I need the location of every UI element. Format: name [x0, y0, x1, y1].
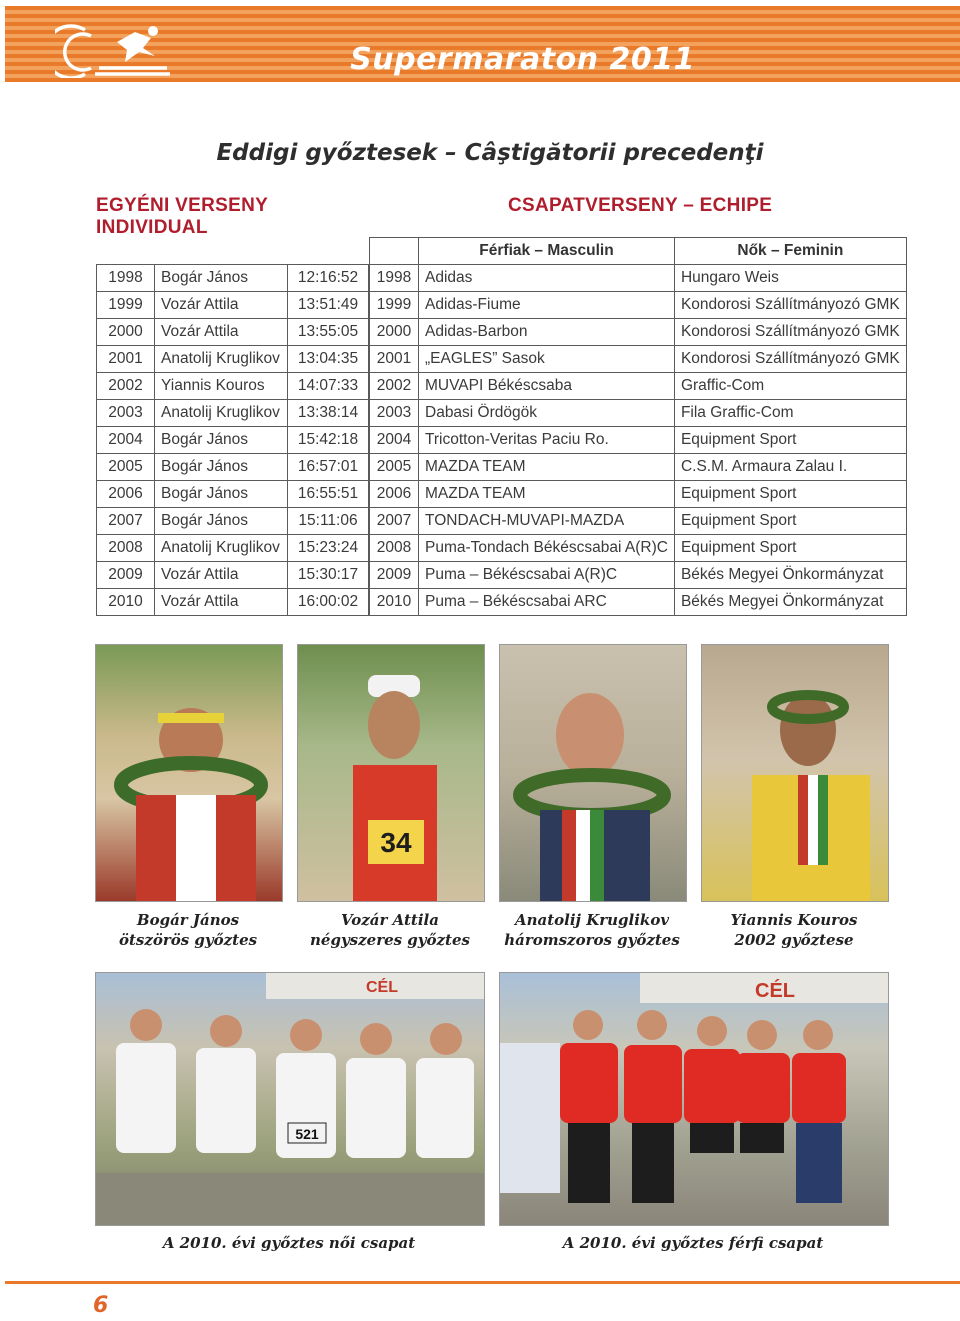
- team-women-cell: Kondorosi Szállítmányozó GMK: [674, 346, 906, 373]
- caption-kruglikov: [499, 910, 685, 950]
- individual-table-row: [97, 454, 369, 481]
- photo-kruglikov-illustration: [500, 645, 686, 901]
- individual-name-cell: Vozár Attila: [155, 589, 288, 616]
- team-year-cell: 2000: [370, 319, 419, 346]
- photo-bogar-illustration: [96, 645, 282, 901]
- individual-table-row: [97, 346, 369, 373]
- team-women-cell: C.S.M. Armaura Zalau I.: [674, 454, 906, 481]
- team-women-cell: Békés Megyei Önkormányzat: [674, 562, 906, 589]
- caption-bogar-line2: ötszörös győztes: [118, 931, 258, 949]
- team-men-cell: MAZDA TEAM: [419, 454, 675, 481]
- team-table-row: [370, 265, 907, 292]
- team-women-cell: Kondorosi Szállítmányozó GMK: [674, 292, 906, 319]
- team-men-cell: „EAGLES” Sasok: [419, 346, 675, 373]
- team-women-cell: Equipment Sport: [674, 427, 906, 454]
- individual-year-cell: 1998: [97, 265, 155, 292]
- caption-vozar-line2: négyszeres győztes: [310, 931, 470, 949]
- team-table-row: [370, 292, 907, 319]
- individual-section-title: [96, 195, 268, 239]
- team-men-cell: TONDACH-MUVAPI-MAZDA: [419, 508, 675, 535]
- individual-time-cell: 16:55:51: [288, 481, 369, 508]
- caption-bogar-line1: Bogár János: [136, 911, 240, 929]
- caption-kruglikov-line1: Anatolij Kruglikov: [514, 911, 670, 929]
- caption-vozar-line1: Vozár Attila: [341, 911, 439, 929]
- individual-year-cell: 2006: [97, 481, 155, 508]
- finish-banner-cel-2: CÉL: [755, 980, 795, 1002]
- team-table-row: [370, 400, 907, 427]
- team-men-cell: Puma-Tondach Békéscsabai A(R)C: [419, 535, 675, 562]
- individual-name-cell: Anatolij Kruglikov: [155, 346, 288, 373]
- individual-table-row: [97, 535, 369, 562]
- individual-table-row: [97, 427, 369, 454]
- individual-year-cell: 1999: [97, 292, 155, 319]
- individual-time-cell: 13:55:05: [288, 319, 369, 346]
- team-year-cell: 2008: [370, 535, 419, 562]
- individual-year-cell: 2002: [97, 373, 155, 400]
- individual-year-cell: 2005: [97, 454, 155, 481]
- team-table-row: [370, 481, 907, 508]
- photo-women-team-illustration: [96, 973, 484, 1225]
- individual-name-cell: Bogár János: [155, 481, 288, 508]
- team-year-cell: 2002: [370, 373, 419, 400]
- individual-time-cell: 14:07:33: [288, 373, 369, 400]
- bib-number-34: 34: [380, 827, 412, 858]
- individual-table-row: [97, 319, 369, 346]
- photo-kouros-illustration: [702, 645, 888, 901]
- team-women-cell: Equipment Sport: [674, 508, 906, 535]
- individual-table-row: [97, 373, 369, 400]
- runner-logo-icon: [55, 22, 175, 78]
- page-heading: Eddigi győztesek – Câştigătorii precedenţi: [216, 140, 764, 166]
- individual-time-cell: 15:23:24: [288, 535, 369, 562]
- caption-kouros-line1: Yiannis Kouros: [730, 911, 858, 929]
- team-header-year: [370, 238, 419, 265]
- team-year-cell: 2010: [370, 589, 419, 616]
- individual-name-cell: Vozár Attila: [155, 562, 288, 589]
- team-table-row: [370, 535, 907, 562]
- photo-men-team-illustration: [500, 973, 888, 1225]
- individual-time-cell: 13:04:35: [288, 346, 369, 373]
- team-men-cell: MUVAPI Békéscsaba: [419, 373, 675, 400]
- individual-name-cell: Bogár János: [155, 454, 288, 481]
- individual-name-cell: Bogár János: [155, 508, 288, 535]
- individual-year-cell: 2004: [97, 427, 155, 454]
- team-men-cell: Adidas: [419, 265, 675, 292]
- caption-men-team: A 2010. évi győztes férfi csapat: [562, 1234, 824, 1252]
- individual-name-cell: Vozár Attila: [155, 292, 288, 319]
- team-header-women: Nők – Feminin: [674, 238, 906, 265]
- team-year-cell: 2009: [370, 562, 419, 589]
- team-table-row: [370, 319, 907, 346]
- individual-year-cell: 2009: [97, 562, 155, 589]
- team-table-row: [370, 589, 907, 616]
- team-men-cell: Adidas-Barbon: [419, 319, 675, 346]
- individual-name-cell: Vozár Attila: [155, 319, 288, 346]
- photo-vozar-illustration: [298, 645, 484, 901]
- team-table-row: [370, 454, 907, 481]
- caption-vozar: [297, 910, 483, 950]
- team-women-cell: Békés Megyei Önkormányzat: [674, 589, 906, 616]
- individual-name-cell: Bogár János: [155, 427, 288, 454]
- photo-yiannis-kouros: [701, 644, 889, 902]
- team-table-header-row: [370, 238, 907, 265]
- photo-men-team-2010: [499, 972, 889, 1226]
- team-women-cell: Fila Graffic-Com: [674, 400, 906, 427]
- page-number: 6: [93, 1293, 109, 1318]
- photo-anatolij-kruglikov: [499, 644, 687, 902]
- individual-table-row: [97, 292, 369, 319]
- individual-year-cell: 2007: [97, 508, 155, 535]
- individual-year-cell: 2010: [97, 589, 155, 616]
- team-year-cell: 2006: [370, 481, 419, 508]
- team-year-cell: 2003: [370, 400, 419, 427]
- team-table-row: [370, 373, 907, 400]
- team-year-cell: 2007: [370, 508, 419, 535]
- photo-vozar-attila: [297, 644, 485, 902]
- individual-time-cell: 16:00:02: [288, 589, 369, 616]
- team-year-cell: 1999: [370, 292, 419, 319]
- individual-year-cell: 2008: [97, 535, 155, 562]
- team-women-cell: Equipment Sport: [674, 535, 906, 562]
- team-women-cell: Equipment Sport: [674, 481, 906, 508]
- individual-table-row: [97, 589, 369, 616]
- team-table-row: [370, 562, 907, 589]
- team-men-cell: Adidas-Fiume: [419, 292, 675, 319]
- header-band: [5, 6, 960, 82]
- team-year-cell: 1998: [370, 265, 419, 292]
- individual-table-row: [97, 481, 369, 508]
- caption-kruglikov-line2: háromszoros győztes: [504, 931, 680, 949]
- individual-year-cell: 2000: [97, 319, 155, 346]
- individual-time-cell: 12:16:52: [288, 265, 369, 292]
- team-header-men: Férfiak – Masculin: [419, 238, 675, 265]
- team-men-cell: Puma – Békéscsabai ARC: [419, 589, 675, 616]
- team-women-cell: Graffic-Com: [674, 373, 906, 400]
- team-men-cell: MAZDA TEAM: [419, 481, 675, 508]
- individual-year-cell: 2001: [97, 346, 155, 373]
- finish-banner-cel-1: CÉL: [366, 979, 398, 996]
- team-winners-table: [369, 237, 907, 616]
- individual-year-cell: 2003: [97, 400, 155, 427]
- team-year-cell: 2005: [370, 454, 419, 481]
- individual-name-cell: Anatolij Kruglikov: [155, 535, 288, 562]
- individual-time-cell: 13:38:14: [288, 400, 369, 427]
- bib-number-521: 521: [295, 1126, 319, 1142]
- team-year-cell: 2001: [370, 346, 419, 373]
- individual-name-cell: Yiannis Kouros: [155, 373, 288, 400]
- caption-bogar: [95, 910, 281, 950]
- team-men-cell: Tricotton-Veritas Paciu Ro.: [419, 427, 675, 454]
- header-title: Supermaraton 2011: [350, 42, 695, 77]
- caption-women-team: A 2010. évi győztes női csapat: [162, 1234, 416, 1252]
- team-men-cell: Dabasi Ördögök: [419, 400, 675, 427]
- individual-time-cell: 16:57:01: [288, 454, 369, 481]
- individual-title-line1: EGYÉNI VERSENY: [96, 195, 269, 216]
- individual-name-cell: Anatolij Kruglikov: [155, 400, 288, 427]
- caption-kouros-line2: 2002 győztese: [734, 931, 854, 949]
- individual-table-row: [97, 400, 369, 427]
- team-table-row: [370, 508, 907, 535]
- team-year-cell: 2004: [370, 427, 419, 454]
- team-table-row: [370, 427, 907, 454]
- team-men-cell: Puma – Békéscsabai A(R)C: [419, 562, 675, 589]
- team-table-row: [370, 346, 907, 373]
- individual-time-cell: 15:11:06: [288, 508, 369, 535]
- individual-time-cell: 13:51:49: [288, 292, 369, 319]
- caption-kouros: [701, 910, 887, 950]
- individual-table-row: [97, 265, 369, 292]
- footer-rule: [5, 1281, 960, 1284]
- individual-time-cell: 15:42:18: [288, 427, 369, 454]
- team-section-title: CSAPATVERSENY – ECHIPE: [508, 195, 773, 216]
- team-women-cell: Kondorosi Szállítmányozó GMK: [674, 319, 906, 346]
- photo-women-team-2010: [95, 972, 485, 1226]
- photo-bogar-janos: [95, 644, 283, 902]
- individual-table-row: [97, 508, 369, 535]
- team-women-cell: Hungaro Weis: [674, 265, 906, 292]
- individual-time-cell: 15:30:17: [288, 562, 369, 589]
- individual-name-cell: Bogár János: [155, 265, 288, 292]
- individual-table-row: [97, 562, 369, 589]
- individual-title-line2: INDIVIDUAL: [96, 217, 208, 238]
- individual-winners-table: [96, 264, 369, 616]
